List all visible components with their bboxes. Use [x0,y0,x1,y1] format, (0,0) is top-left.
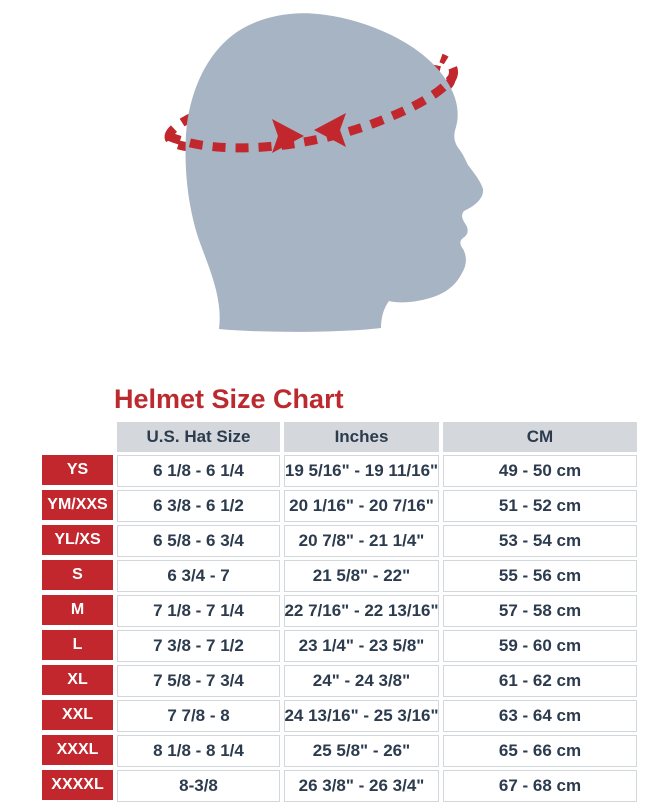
helmet-size-table [42,422,637,802]
inches-cell: 21 5/8" - 22" [284,560,439,592]
cm-cell: 55 - 56 cm [443,560,637,592]
size-label-cell: YL/XS [42,525,113,555]
cm-cell: 61 - 62 cm [443,665,637,697]
inches-cell: 24 13/16" - 25 3/16" [284,700,439,732]
head-silhouette [186,13,484,332]
cm-cell: 65 - 66 cm [443,735,637,767]
inches-cell: 25 5/8" - 26" [284,735,439,767]
header-corner-spacer [42,422,113,452]
head-measurement-illustration [0,0,648,370]
cm-cell: 51 - 52 cm [443,490,637,522]
cm-cell: 63 - 64 cm [443,700,637,732]
size-label-cell: XL [42,665,113,695]
hat-size-cell: 6 1/8 - 6 1/4 [117,455,280,487]
hat-size-cell: 7 7/8 - 8 [117,700,280,732]
page-title: Helmet Size Chart [114,384,344,414]
size-label-cell: YM/XXS [42,490,113,520]
hat-size-cell: 6 3/8 - 6 1/2 [117,490,280,522]
inches-cell: 20 7/8" - 21 1/4" [284,525,439,557]
size-label-cell: S [42,560,113,590]
column-header-cm: CM [443,422,637,452]
inches-cell: 19 5/16" - 19 11/16" [284,455,439,487]
inches-cell: 26 3/8" - 26 3/4" [284,770,439,802]
hat-size-cell: 8-3/8 [117,770,280,802]
column-header-us-hat-size: U.S. Hat Size [117,422,280,452]
hat-size-cell: 7 5/8 - 7 3/4 [117,665,280,697]
inches-cell: 22 7/16" - 22 13/16" [284,595,439,627]
size-label-cell: XXXL [42,735,113,765]
cm-cell: 53 - 54 cm [443,525,637,557]
cm-cell: 57 - 58 cm [443,595,637,627]
hat-size-cell: 7 3/8 - 7 1/2 [117,630,280,662]
cm-cell: 67 - 68 cm [443,770,637,802]
inches-cell: 20 1/16" - 20 7/16" [284,490,439,522]
hat-size-cell: 6 3/4 - 7 [117,560,280,592]
cm-cell: 59 - 60 cm [443,630,637,662]
size-label-cell: L [42,630,113,660]
cm-cell: 49 - 50 cm [443,455,637,487]
size-label-cell: XXL [42,700,113,730]
column-header-inches: Inches [284,422,439,452]
hat-size-cell: 6 5/8 - 6 3/4 [117,525,280,557]
size-label-cell: M [42,595,113,625]
hat-size-cell: 7 1/8 - 7 1/4 [117,595,280,627]
inches-cell: 23 1/4" - 23 5/8" [284,630,439,662]
hat-size-cell: 8 1/8 - 8 1/4 [117,735,280,767]
size-label-cell: XXXXL [42,770,113,800]
size-label-cell: YS [42,455,113,485]
inches-cell: 24" - 24 3/8" [284,665,439,697]
